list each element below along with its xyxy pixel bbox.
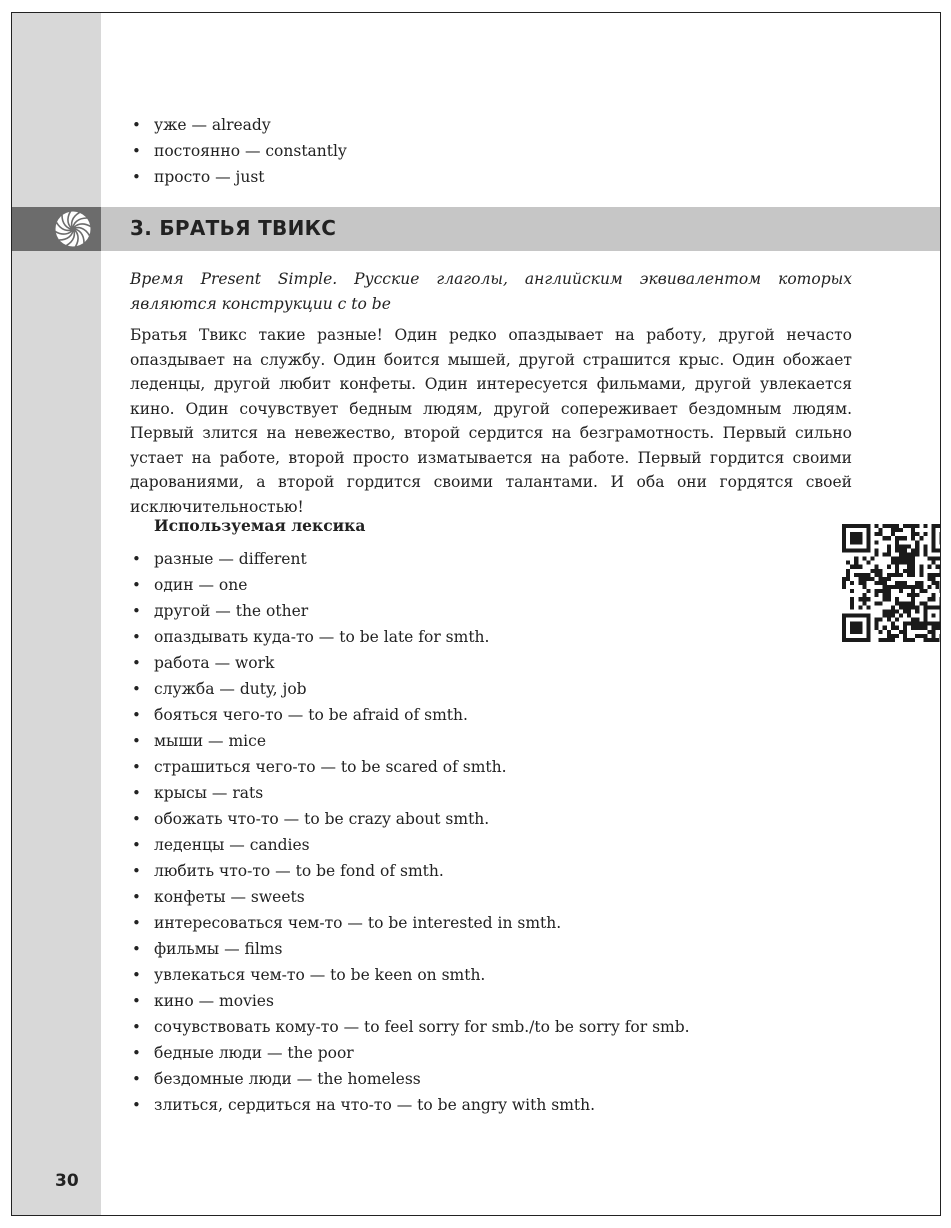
page-number: 30 xyxy=(55,1171,79,1191)
list-item: • увлекаться чем-то — to be keen on smth. xyxy=(130,962,690,988)
section-heading-bar xyxy=(12,207,940,251)
list-item: • обожать что-то — to be crazy about smth. xyxy=(130,806,690,832)
list-item: • леденцы — candies xyxy=(130,832,690,858)
list-item: • фильмы — films xyxy=(130,936,690,962)
list-item: • мыши — mice xyxy=(130,728,690,754)
list-item: • страшиться чего-то — to be scared of smth. xyxy=(130,754,690,780)
book-page xyxy=(11,12,941,1216)
list-item: • любить что-то — to be fond of smth. xyxy=(130,858,690,884)
list-item: • служба — duty, job xyxy=(130,676,690,702)
list-item: • бездомные люди — the homeless xyxy=(130,1066,690,1092)
section-subtitle: Время Present Simple. Русские глаголы, английским эквивалентом которых являются конструкции с to be xyxy=(130,270,852,313)
list-item: • уже — already xyxy=(130,112,347,138)
section-body: Братья Твикс такие разные! Один редко опаздывает на работу, другой нечасто опаздывает на службу. Один боится мышей, другой страшится крыс. Один обожает леденцы, другой любит конфеты. Один интересуется фильмами, другой увлекается кино. Один сочувствует бедным людям, другой сопереживает бездомным людям. Первый злится на невежество, второй сердится на безграмотность. Первый сильно устает на работе, второй просто изматывается на работе. Первый гордится своими дарованиями, а второй гордится своими талантами. И оба они гордятся своей исключительностью! xyxy=(130,326,852,516)
list-item: • работа — work xyxy=(130,650,690,676)
list-item: • интересоваться чем-то — to be interested in smth. xyxy=(130,910,690,936)
list-item: • просто — just xyxy=(130,164,347,190)
list-item: • крысы — rats xyxy=(130,780,690,806)
list-item: • разные — different xyxy=(130,546,690,572)
list-item: • один — one xyxy=(130,572,690,598)
vocab-heading: Используемая лексика xyxy=(154,516,366,535)
list-item: • бедные люди — the poor xyxy=(130,1040,690,1066)
vocab-list xyxy=(130,546,690,1118)
list-item: • конфеты — sweets xyxy=(130,884,690,910)
list-item: • постоянно — constantly xyxy=(130,138,347,164)
top-vocab-list xyxy=(130,112,347,190)
list-item: • злиться, сердиться на что-то — to be angry with smth. xyxy=(130,1092,690,1118)
spiral-icon xyxy=(54,210,92,248)
list-item: • другой — the other xyxy=(130,598,690,624)
qr-code-icon xyxy=(842,524,941,642)
list-item: • сочувствовать кому-то — to feel sorry for smb./to be sorry for smb. xyxy=(130,1014,690,1040)
list-item: • кино — movies xyxy=(130,988,690,1014)
section-title: 3. БРАТЬЯ ТВИКС xyxy=(130,216,337,240)
list-item: • опаздывать куда-то — to be late for smth. xyxy=(130,624,690,650)
page-sidebar xyxy=(12,13,101,1215)
section-badge xyxy=(12,207,101,251)
list-item: • бояться чего-то — to be afraid of smth. xyxy=(130,702,690,728)
